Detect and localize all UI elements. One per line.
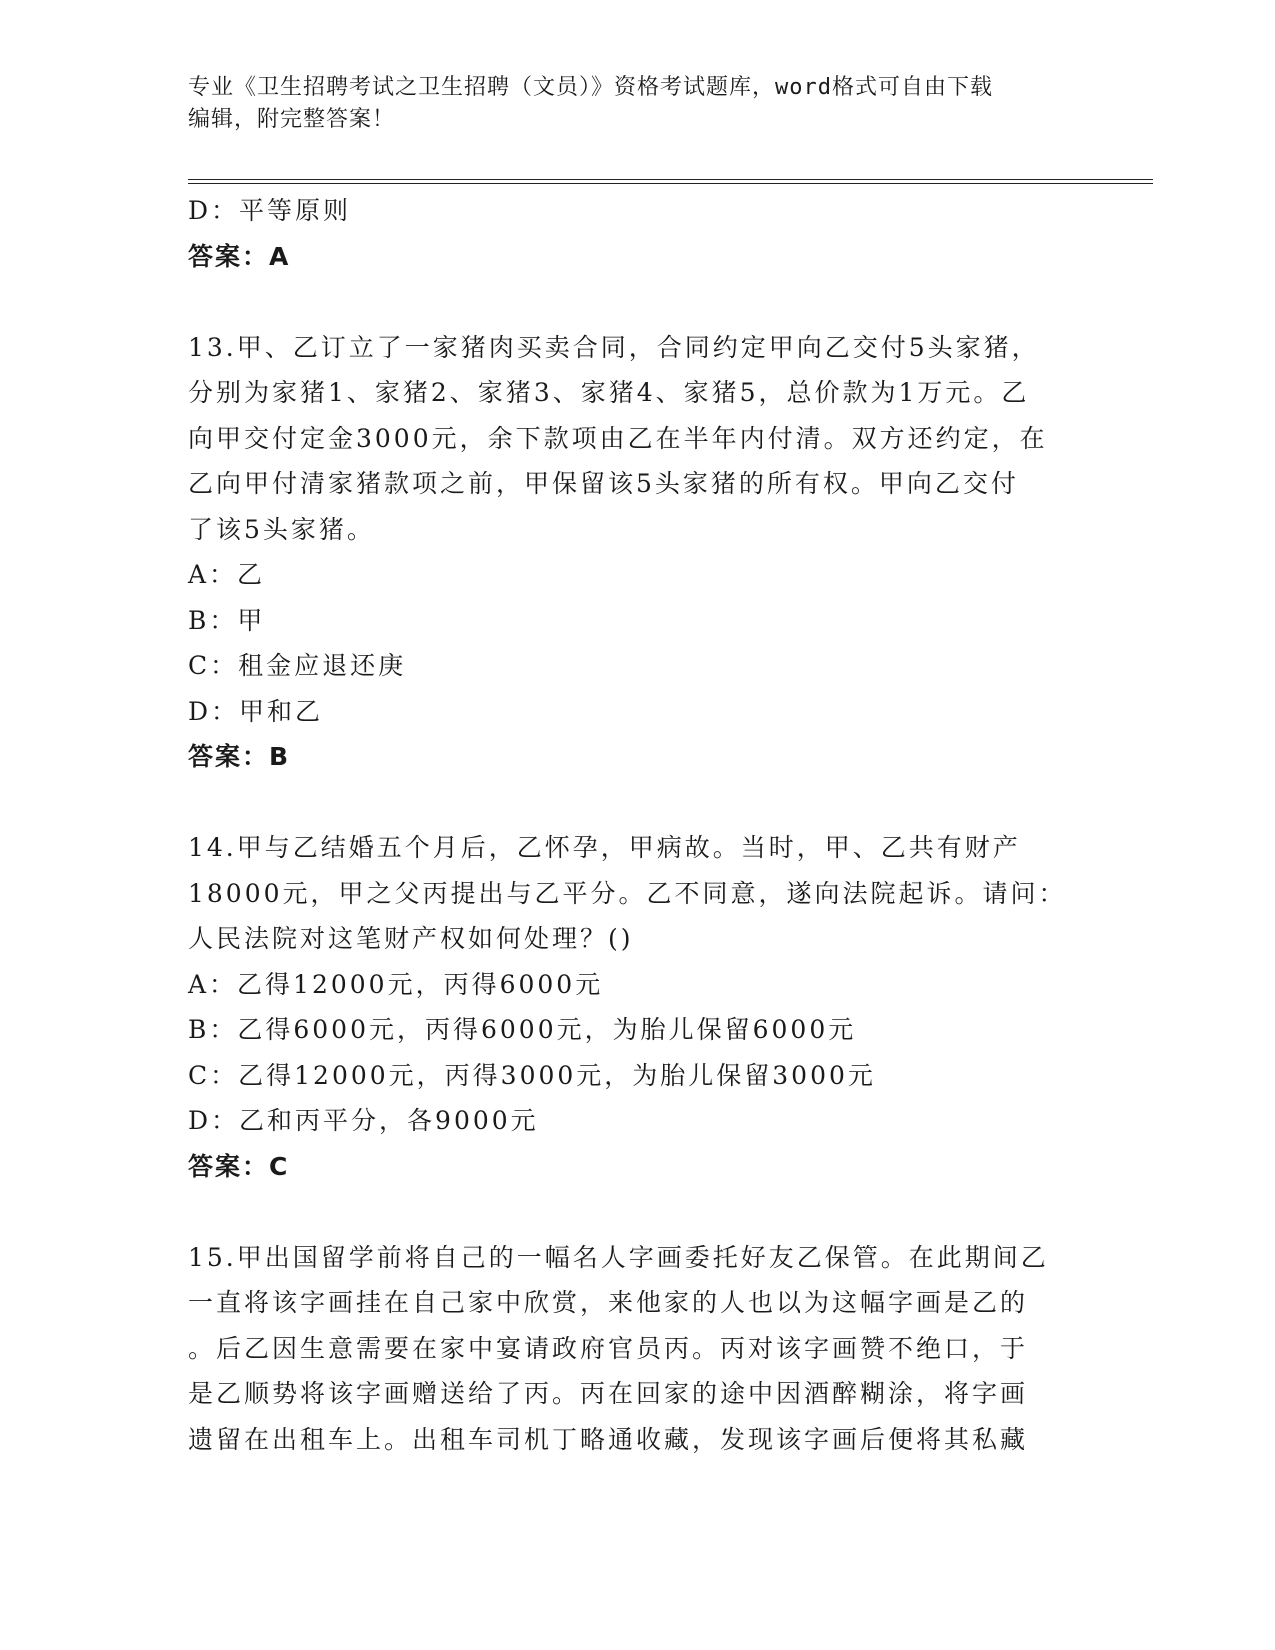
- question-15-line: 。后乙因生意需要在家中宴请政府官员丙。丙对该字画赞不绝口，于: [188, 1333, 1029, 1363]
- spacer: [188, 1189, 1088, 1235]
- question-15-line: 遗留在出租车上。出租车司机丁略通收藏，发现该字画后便将其私藏: [188, 1424, 1029, 1454]
- question-14-line: 14.甲与乙结婚五个月后，乙怀孕，甲病故。当时，甲、乙共有财产: [188, 833, 1021, 862]
- question-14-option-d: D：乙和丙平分，各9000元: [188, 1106, 539, 1135]
- question-15-line: 一直将该字画挂在自己家中欣赏，来他家的人也以为这幅字画是乙的: [188, 1288, 1029, 1317]
- question-13-option-b: B：甲: [188, 605, 266, 635]
- question-13: [188, 325, 1088, 780]
- prev-option-d: D：平等原则: [188, 196, 352, 225]
- question-15: [188, 1235, 1088, 1463]
- header-divider-bottom: [188, 183, 1153, 184]
- question-13-option-d: D：甲和乙: [188, 696, 324, 726]
- header-line-1: 专业《卫生招聘考试之卫生招聘（文员）》资格考试题库，word格式可自由下载: [188, 75, 993, 100]
- question-13-answer: 答案：B: [188, 742, 291, 771]
- question-13-option-a: A：乙: [188, 560, 266, 589]
- prev-answer: 答案：A: [188, 241, 291, 271]
- header-divider-top: [188, 179, 1153, 180]
- question-14-option-b: B：乙得6000元，丙得6000元，为胎儿保留6000元: [188, 1015, 857, 1044]
- question-13-line: 13.甲、乙订立了一家猪肉买卖合同，合同约定甲向乙交付5头家猪，: [188, 332, 1040, 362]
- question-15-line: 15.甲出国留学前将自己的一幅名人字画委托好友乙保管。在此期间乙: [188, 1242, 1049, 1272]
- document-header: [188, 72, 1068, 136]
- question-14-line: 人民法院对这笔财产权如何处理？(): [188, 924, 634, 953]
- question-14-option-c: C：乙得12000元，丙得3000元，为胎儿保留3000元: [188, 1060, 876, 1090]
- question-13-line: 分别为家猪1、家猪2、家猪3、家猪4、家猪5，总价款为1万元。乙: [188, 378, 1030, 407]
- header-line-2: 编辑，附完整答案！: [188, 107, 396, 132]
- question-content: [188, 188, 1088, 1462]
- question-14: [188, 825, 1088, 1189]
- question-14-answer: 答案：C: [188, 1151, 290, 1181]
- question-13-line: 了该5头家猪。: [188, 514, 375, 544]
- question-13-line: 向甲交付定金3000元，余下款项由乙在半年内付清。双方还约定，在: [188, 423, 1048, 453]
- question-13-line: 乙向甲付清家猪款项之前，甲保留该5头家猪的所有权。甲向乙交付: [188, 469, 1019, 498]
- question-14-line: 18000元，甲之父丙提出与乙平分。乙不同意，遂向法院起诉。请问：: [188, 878, 1067, 908]
- question-14-option-a: A：乙得12000元，丙得6000元: [188, 969, 604, 999]
- spacer: [188, 279, 1088, 325]
- question-15-line: 是乙顺势将该字画赠送给了丙。丙在回家的途中因酒醉糊涂，将字画: [188, 1379, 1029, 1408]
- spacer: [188, 780, 1088, 826]
- question-13-option-c: C：租金应退还庚: [188, 651, 407, 680]
